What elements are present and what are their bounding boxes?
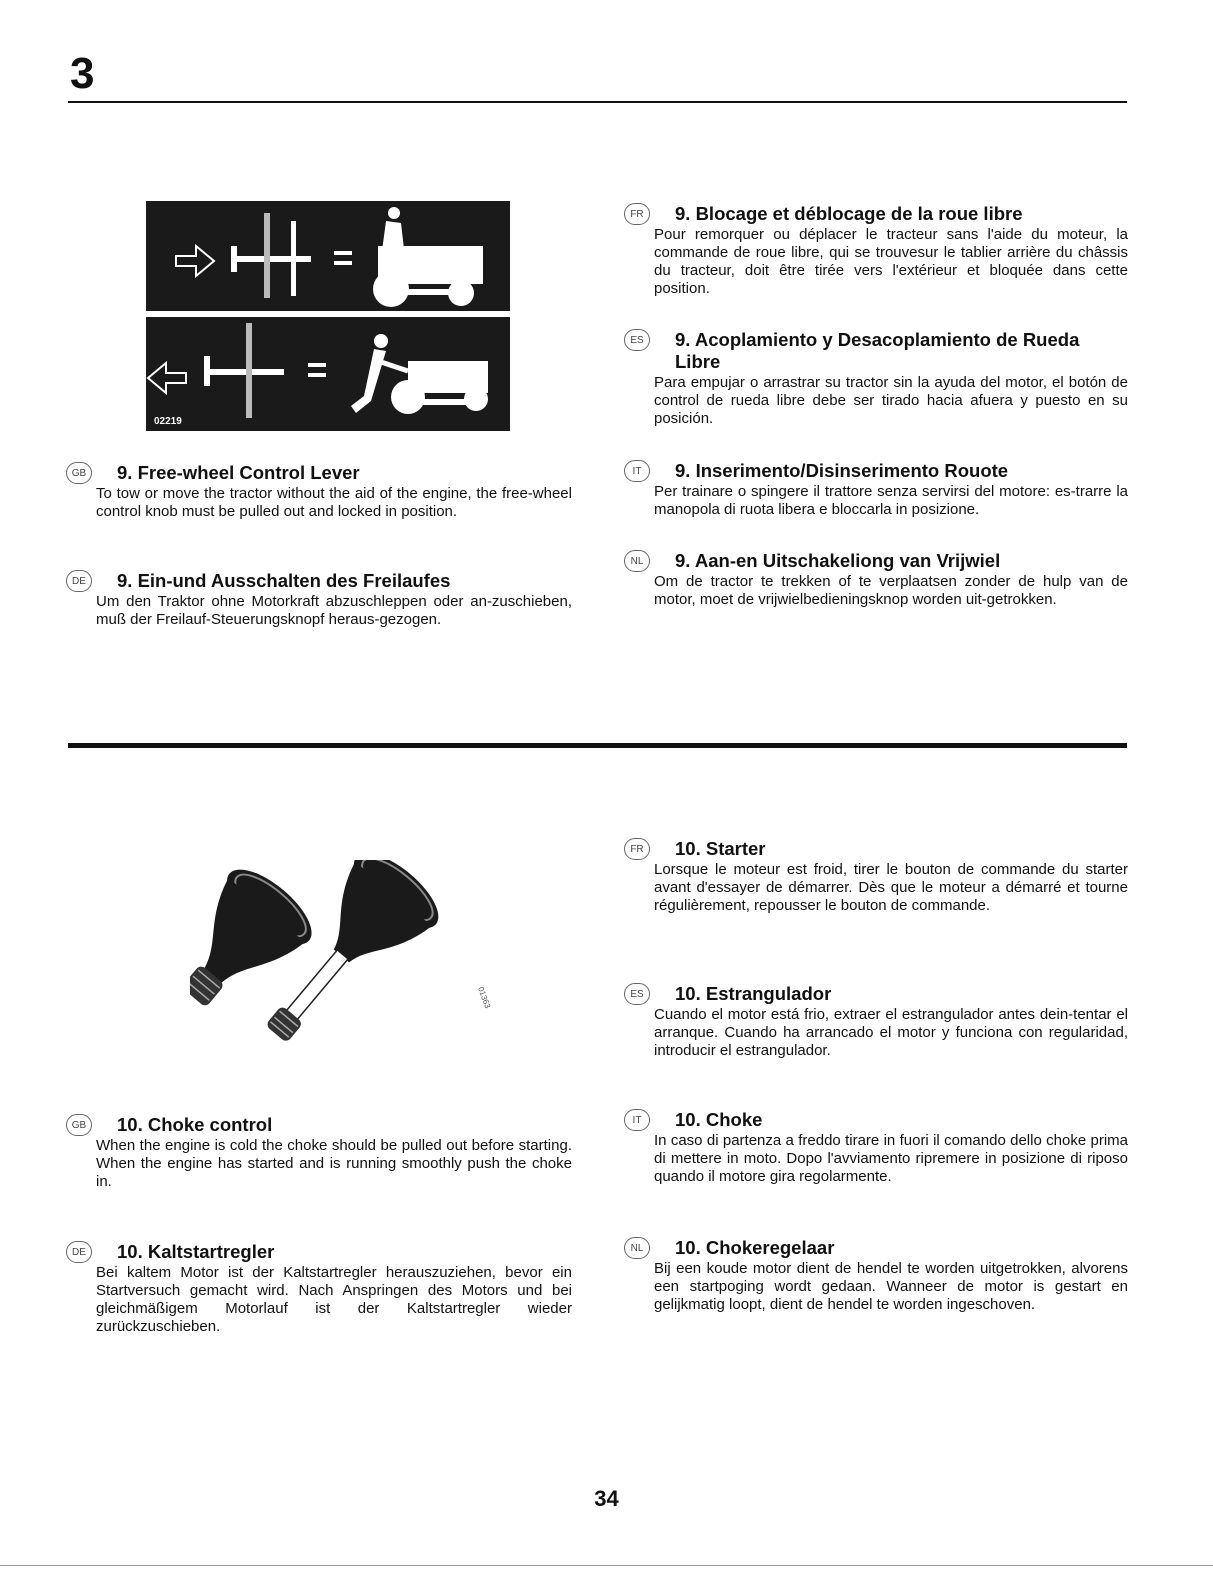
section-title: 9. Inserimento/Disinserimento Rouote	[675, 460, 1009, 481]
language-badge-fr: FR	[624, 838, 650, 860]
section-title: 10. Estrangulador	[675, 983, 832, 1004]
footer-rule	[0, 1565, 1213, 1566]
section-body: Cuando el motor está frio, extraer el estrangulador antes dein-tentar el arranque. Cuando ha arrancado el motor y funciona con regularidad, introducir el estrangulador.	[654, 1006, 1128, 1059]
choke-knob-icon	[190, 860, 530, 1060]
section-freewheel-it	[624, 460, 1128, 519]
language-badge-nl: NL	[624, 550, 650, 572]
section-body: Per trainare o spingere il trattore senza servirsi del motore: es-trarre la manopola di ruota libera e bloccarla in posizione.	[654, 483, 1128, 518]
section-choke-es	[624, 983, 1128, 1060]
section-title: 10. Choke control	[117, 1114, 273, 1135]
language-badge-gb: GB	[66, 462, 92, 484]
section-title: 10. Chokeregelaar	[675, 1237, 835, 1258]
section-body: Pour remorquer ou déplacer le tracteur sans l'aide du moteur, la commande de roue libre, qui se trouvesur le tablier arrière du châssis du tracteur, doit être tirée vers l'extérieur et bloquée dans cette position.	[654, 226, 1128, 297]
section-choke-nl	[624, 1237, 1128, 1314]
section-freewheel-fr	[624, 203, 1128, 298]
language-badge-fr: FR	[624, 203, 650, 225]
section-body: Om de tractor te trekken of te verplaatsen zonder de hulp van de motor, moet de vrijwielbedieningsknop worden uit-getrokken.	[654, 573, 1128, 608]
section-title: 10. Choke	[675, 1109, 763, 1130]
chapter-number: 3	[70, 49, 95, 98]
section-body: To tow or move the tractor without the aid of the engine, the free-wheel control knob must be pulled out and locked in position.	[96, 485, 572, 520]
figure-code: 01363	[476, 985, 493, 1010]
section-freewheel-gb	[66, 462, 572, 521]
figure-code: 02219	[154, 416, 182, 427]
section-choke-it	[624, 1109, 1128, 1186]
section-body: Bij een koude motor dient de hendel te worden uitgetrokken, alvorens een startpoging wordt gedaan. Wanneer de motor is gestart en gelijkmatig loopt, dient de hendel te worden ingeschoven.	[654, 1260, 1128, 1313]
language-badge-nl: NL	[624, 1237, 650, 1259]
section-choke-fr	[624, 838, 1128, 915]
page-number: 34	[594, 1486, 619, 1511]
section-freewheel-nl	[624, 550, 1128, 609]
freewheel-decal-icon	[146, 201, 510, 431]
section-body: When the engine is cold the choke should be pulled out before starting. When the engine has started and is running smoothly push the choke in.	[96, 1137, 572, 1190]
language-badge-de: DE	[66, 1241, 92, 1263]
language-badge-de: DE	[66, 570, 92, 592]
section-body: Um den Traktor ohne Motorkraft abzuschleppen oder an-zuschieben, muß der Freilauf-Steuerungsknopf heraus-gezogen.	[96, 593, 572, 628]
choke-knobs-figure	[190, 860, 530, 1060]
section-choke-de	[66, 1241, 572, 1336]
language-badge-it: IT	[624, 460, 650, 482]
section-title: 9. Free-wheel Control Lever	[117, 462, 360, 483]
section-freewheel-de	[66, 570, 572, 629]
section-body: Para empujar o arrastrar su tractor sin la ayuda del motor, el botón de control de rueda libre debe ser tirado hacia afuera y puesto en su posición.	[654, 374, 1128, 427]
freewheel-decal-figure	[146, 201, 510, 431]
section-title: 10. Kaltstartregler	[117, 1241, 275, 1262]
section-title: 9. Acoplamiento y Desacoplamiento de Rueda Libre	[675, 329, 1080, 372]
section-body: In caso di partenza a freddo tirare in fuori il comando dello choke prima di mettere in moto. Dopo l'avviamento ripremere in posizione di riposo quando il motore gira regolarmente.	[654, 1132, 1128, 1185]
section-freewheel-es	[624, 329, 1128, 428]
section-title: 9. Blocage et déblocage de la roue libre	[675, 203, 1023, 224]
section-title: 9. Aan-en Uitschakeliong van Vrijwiel	[675, 550, 1001, 571]
section-divider	[68, 743, 1127, 748]
section-body: Bei kaltem Motor ist der Kaltstartregler herauszuziehen, bevor ein Startversuch gemacht wird. Nach Anspringen des Motors und bei gleichmäßigem Motorlauf ist der Kaltstartregler wieder zurückzuschieben.	[96, 1264, 572, 1335]
top-rule	[68, 101, 1127, 103]
section-title: 9. Ein-und Ausschalten des Freilaufes	[117, 570, 451, 591]
section-choke-gb	[66, 1114, 572, 1191]
section-body: Lorsque le moteur est froid, tirer le bouton de commande du starter avant d'essayer de démarrer. Dès que le moteur a démarré et tourne régulièrement, repousser le bouton de commande.	[654, 861, 1128, 914]
language-badge-es: ES	[624, 983, 650, 1005]
language-badge-es: ES	[624, 329, 650, 351]
language-badge-gb: GB	[66, 1114, 92, 1136]
section-title: 10. Starter	[675, 838, 766, 859]
language-badge-it: IT	[624, 1109, 650, 1131]
